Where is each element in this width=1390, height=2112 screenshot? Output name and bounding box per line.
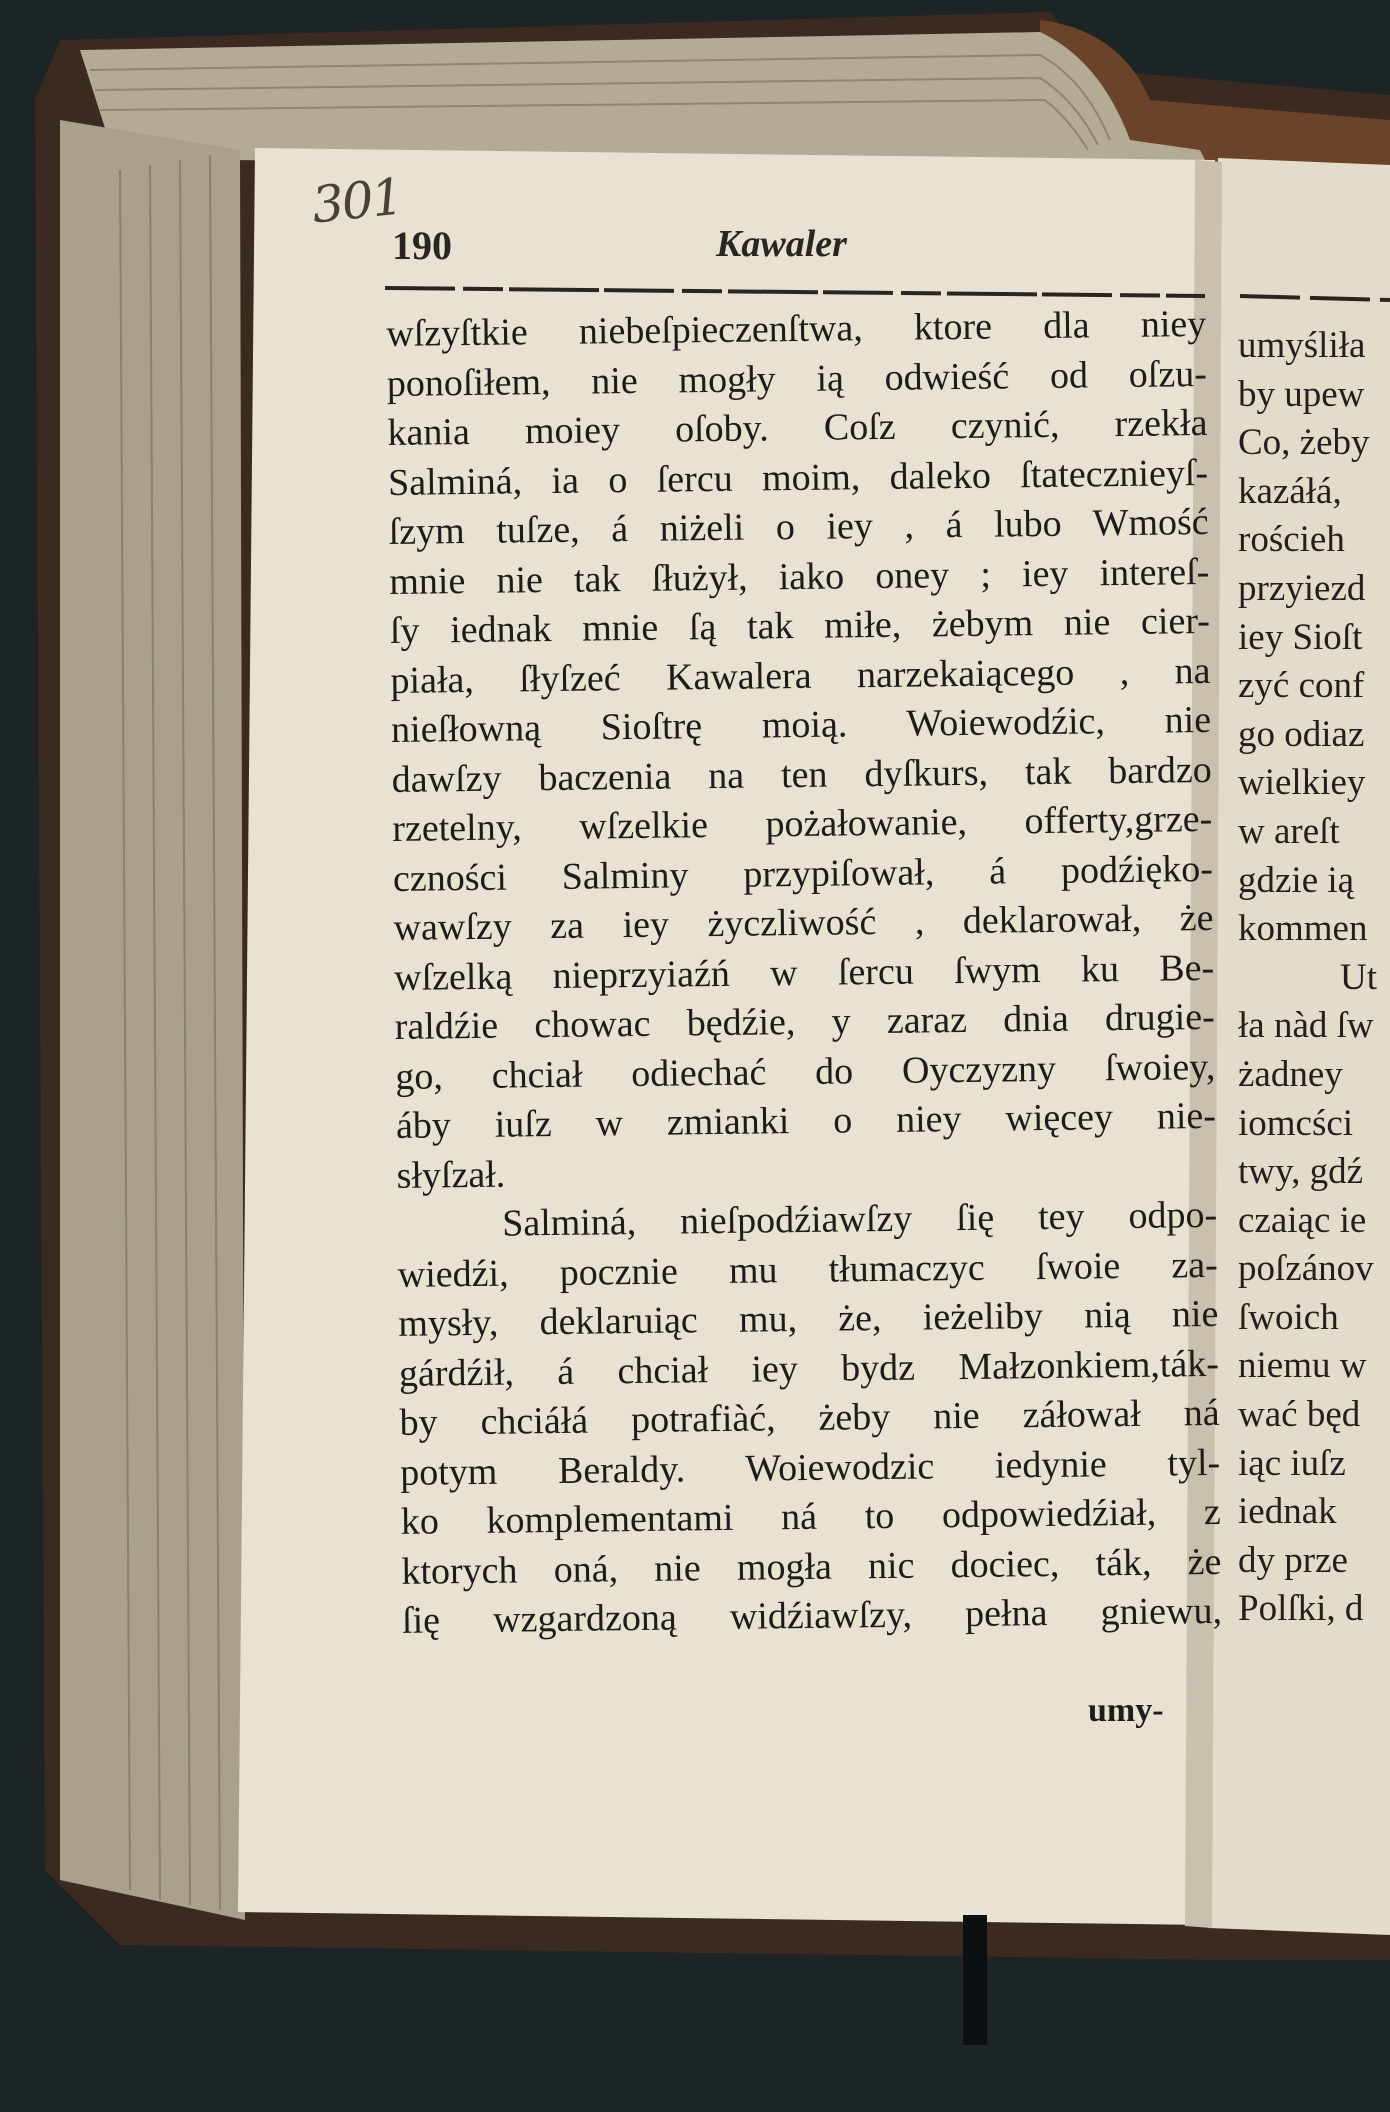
right-text-line: niemu w <box>1238 1345 1367 1387</box>
text-line: potym Beraldy. Woiewodzic iedynie tyl- <box>399 1441 1221 1494</box>
text-line: czności Salminy przypiſował, á podźięko- <box>392 847 1214 900</box>
right-text-line: rościeh <box>1238 519 1345 561</box>
right-text-line: ſwoich <box>1238 1296 1339 1338</box>
text-line: nieſłowną Sioſtrę moią. Woiewodźic, nie <box>390 698 1212 751</box>
handwritten-page-number: 301 <box>309 167 405 235</box>
right-text-line: Polſki, d <box>1238 1588 1364 1630</box>
right-page-text <box>1238 322 1390 1634</box>
text-line: Salminá, nieſpodźiawſzy ſię tey odpo- <box>501 1193 1218 1245</box>
right-text-line: wielkiey <box>1238 762 1366 804</box>
text-line: by chciáłá potrafiàć, żeby nie záłował ná <box>399 1391 1220 1444</box>
ribbon-marker <box>963 1915 987 2045</box>
right-text-line: iednak <box>1238 1491 1337 1533</box>
text-line: słyſzał. <box>396 1153 506 1197</box>
text-line: wawſzy za iey życzliwość , deklarował, że <box>393 896 1214 949</box>
text-line: áby iuſz w zmianki o niey więcey nie- <box>395 1094 1217 1147</box>
right-text-line: przyiezd <box>1238 567 1366 609</box>
running-head: Kawaler <box>716 223 847 265</box>
text-line: raldźie chowac będźie, y zaraz dnia drugie- <box>394 995 1215 1048</box>
right-text-line: go odiaz <box>1238 713 1365 755</box>
text-line: dawſzy baczenia na ten dyſkurs, tak bardzo <box>391 748 1212 801</box>
text-line: ko komplementami ná to odpowiedźiał, z <box>400 1490 1222 1543</box>
right-text-line: dy prze <box>1238 1539 1348 1581</box>
right-text-line: wać będ <box>1238 1394 1361 1436</box>
text-line: Salminá, ia o ſercu moim, daleko ſtatecznieyſ- <box>387 451 1209 504</box>
right-text-line: Co, żeby <box>1238 422 1370 464</box>
right-text-line: umyśliła <box>1238 325 1366 366</box>
right-text-line: kommen <box>1238 908 1368 950</box>
text-line: ſy iednak mnie ſą tak miłe, żebym nie cier- <box>389 599 1211 652</box>
right-text-line: ła nàd ſw <box>1238 1005 1374 1047</box>
text-line: ſzym tuſze, á niżeli o iey , á lubo Wmość <box>388 500 1209 553</box>
text-line: wſzelką nieprzyiaźń w ſercu ſwym ku Be- <box>393 946 1215 999</box>
page-number: 190 <box>392 223 452 268</box>
text-line: mnie nie tak ſłużył, iako oney ; iey intereſ- <box>389 550 1210 603</box>
text-line: gárdźił, á chciał iey bydz Małzonkiem,ták- <box>398 1342 1220 1395</box>
right-text-line: by upew <box>1238 373 1365 415</box>
right-text-line: kazáłá, <box>1238 470 1342 512</box>
right-text-line: poſzánov <box>1238 1248 1374 1290</box>
catchword: umy- <box>1088 1692 1164 1729</box>
left-page-text <box>386 300 1222 1646</box>
right-text-line: iąc iuſz <box>1238 1442 1346 1484</box>
right-text-line: żadney <box>1238 1053 1343 1095</box>
right-text-line: czaiąc ie <box>1238 1199 1367 1241</box>
text-line: piała, ſłyſzeć Kawalera narzekaiącego , na <box>390 649 1211 702</box>
text-line: kania moiey oſoby. Coſz czynić, rzekła <box>387 401 1208 454</box>
text-line: ſię wzgardzoną widźiawſzy, pełna gniewu, <box>401 1589 1223 1642</box>
text-line: wſzyſtkie niebeſpieczenſtwa, ktore dla niey <box>386 302 1207 355</box>
text-line: rzetelny, wſzelkie pożałowanie, offerty,grze- <box>392 797 1213 850</box>
page-edges-left <box>60 120 245 1920</box>
text-line: wiedźi, pocznie mu tłumaczyc ſwoie za- <box>397 1243 1218 1296</box>
right-text-line: gdzie ią <box>1238 859 1355 901</box>
right-text-line: w areſt <box>1238 810 1340 852</box>
right-text-line: iomcści <box>1238 1102 1354 1144</box>
text-line: ponoſiłem, nie mogły ią odwieść od oſzu- <box>386 352 1208 405</box>
right-text-line: iey Sioſt <box>1238 616 1363 658</box>
text-line: mysły, deklaruiąc mu, że, ieżeliby nią nie <box>398 1292 1219 1345</box>
right-text-line: twy, gdź <box>1238 1151 1364 1193</box>
text-line: go, chciał odiechać do Oyczyzny ſwoiey, <box>395 1045 1216 1098</box>
right-text-line: Ut <box>1340 956 1377 998</box>
right-text-line: zyć conf <box>1238 665 1365 707</box>
text-line: ktorych oná, nie mogła nic dociec, ták, że <box>401 1540 1222 1593</box>
